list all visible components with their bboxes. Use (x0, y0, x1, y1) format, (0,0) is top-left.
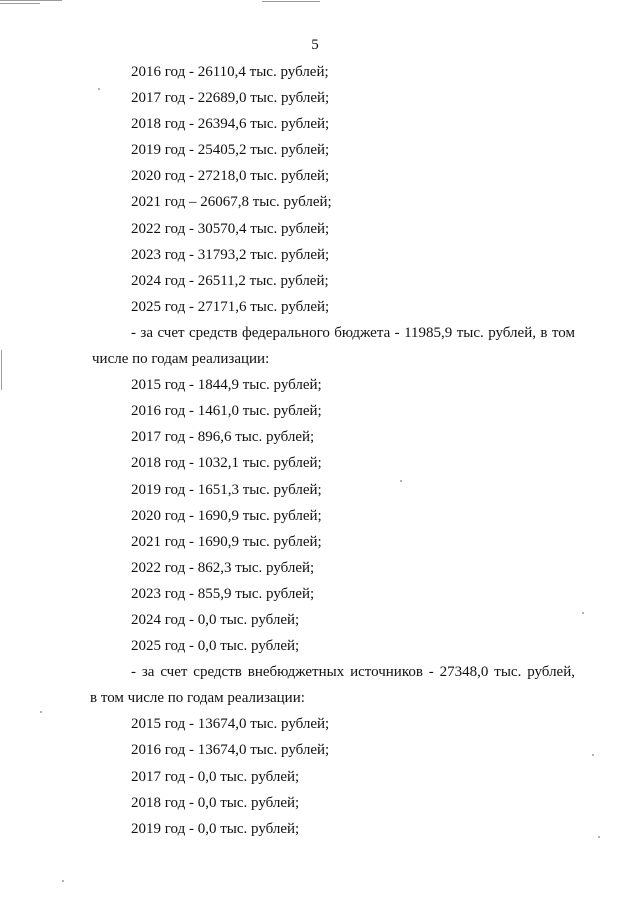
budget-year-line: 2025 год - 0,0 тыс. рублей; (131, 638, 300, 655)
budget-year-line: 2016 год - 13674,0 тыс. рублей; (131, 742, 330, 759)
budget-year-line: 2020 год - 27218,0 тыс. рублей; (131, 168, 330, 185)
funding-source-continuation: числе по годам реализации: (92, 351, 270, 368)
budget-year-line: 2025 год - 27171,6 тыс. рублей; (131, 298, 330, 315)
budget-year-line: 2015 год - 13674,0 тыс. рублей; (131, 716, 330, 733)
budget-year-line: 2020 год - 1690,9 тыс. рублей; (131, 507, 322, 524)
budget-year-line: 2016 год - 26110,4 тыс. рублей; (131, 64, 329, 80)
budget-year-line: 2023 год - 31793,2 тыс. рублей; (131, 246, 330, 263)
funding-source-line: - за счет средств федерального бюджета - 11985,9 тыс. рублей, в том (131, 324, 575, 341)
document-body (0, 59, 630, 842)
scan-speck (62, 880, 64, 882)
scan-edge-mark (0, 0, 62, 1)
budget-year-line: 2015 год - 1844,9 тыс. рублей; (131, 377, 322, 394)
budget-year-line: 2017 год - 0,0 тыс. рублей; (131, 768, 300, 785)
budget-year-line: 2018 год - 1032,1 тыс. рублей; (131, 455, 322, 472)
budget-year-line: 2017 год - 22689,0 тыс. рублей; (131, 90, 330, 107)
budget-year-line: 2016 год - 1461,0 тыс. рублей; (131, 403, 322, 420)
funding-source-continuation: в том числе по годам реализации: (90, 690, 305, 707)
budget-year-line: 2021 год – 26067,8 тыс. рублей; (131, 194, 332, 211)
funding-source-line: - за счет средств внебюджетных источников - 27348,0 тыс. рублей, (131, 664, 575, 681)
budget-year-line: 2024 год - 26511,2 тыс. рублей; (131, 272, 329, 289)
budget-year-line: 2019 год - 1651,3 тыс. рублей; (131, 481, 322, 498)
budget-year-line: 2022 год - 862,3 тыс. рублей; (131, 559, 315, 576)
budget-year-line: 2023 год - 855,9 тыс. рублей; (131, 585, 315, 602)
budget-year-line: 2021 год - 1690,9 тыс. рублей; (131, 533, 322, 550)
budget-year-line: 2018 год - 0,0 тыс. рублей; (131, 794, 300, 811)
budget-year-line: 2019 год - 25405,2 тыс. рублей; (131, 142, 330, 159)
budget-year-line: 2017 год - 896,6 тыс. рублей; (131, 429, 315, 446)
scan-edge-mark (0, 3, 40, 4)
budget-year-line: 2022 год - 30570,4 тыс. рублей; (131, 220, 330, 237)
scan-edge-mark (262, 1, 320, 2)
budget-year-line: 2024 год - 0,0 тыс. рублей; (131, 611, 300, 628)
budget-year-line: 2019 год - 0,0 тыс. рублей; (131, 820, 300, 837)
budget-year-line: 2018 год - 26394,6 тыс. рублей; (131, 116, 330, 133)
page-number: 5 (311, 37, 319, 53)
